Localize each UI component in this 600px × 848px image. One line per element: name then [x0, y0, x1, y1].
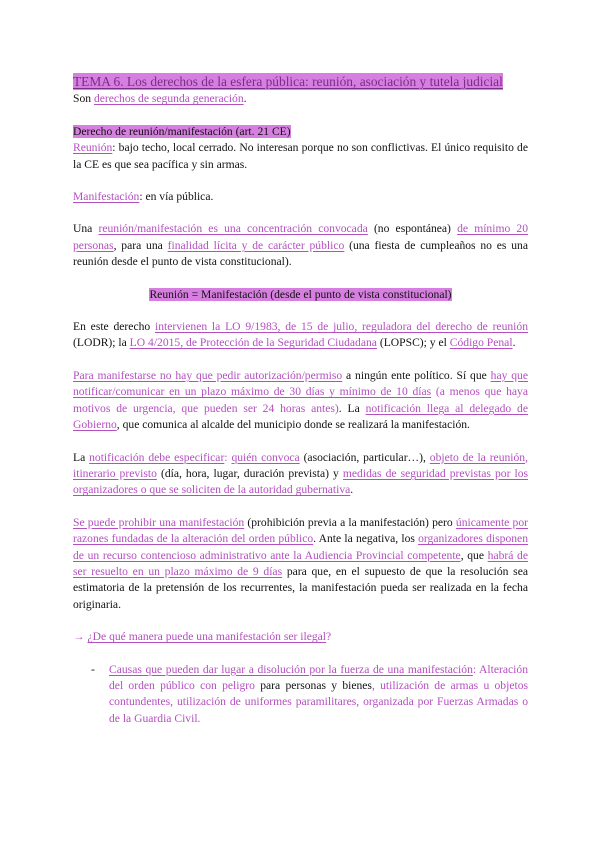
- bullet-dash: -: [91, 662, 95, 676]
- reunion-definition: Reunión: bajo techo, local cerrado. No interesan porque no son conflictivas. El único requisito de la CE es que sea pacífica y sin armas.: [73, 141, 528, 171]
- arrow-icon: →: [73, 630, 88, 644]
- paragraph-notification: Para manifestarse no hay que pedir autorización/permiso a ningún ente político. Sí que hay que notificar/comunicar en un plazo máximo de 30 días y mínimo de 10 días (a menos que haya motivos de urgencia, que pueden ser 24 horas antes). La notificación llega al delegado de Gobierno, que comunica al alcalde del municipio donde se realizará la manifestación.: [73, 368, 528, 432]
- paragraph-specification: La notificación debe especificar: quién convoca (asociación, particular…), objeto de la reunión, itinerario previsto (día, hora, lugar, duración prevista) y medidas de seguridad previstas por los organizadores o que se soliciten de la autoridad gubernativa.: [73, 450, 529, 497]
- document-body: [73, 73, 528, 727]
- list-item: - Causas que pueden dar lugar a disolución por la fuerza de una manifestación: Alteración del orden público con peligro para personas y bienes, utilización de armas u objetos contundentes, utilización de uniformes paramilitares, organizada por Fuerzas Armadas o de la Guardia Civil.: [91, 662, 528, 725]
- question-line: → ¿De qué manera puede una manifestación ser ilegal?: [73, 630, 332, 644]
- manifestacion-definition: Manifestación: en vía pública.: [73, 190, 214, 204]
- equality-statement: Reunión = Manifestación (desde el punto de vista constitucional): [149, 287, 452, 301]
- paragraph-laws: En este derecho intervienen la LO 9/1983, de 15 de julio, reguladora del derecho de reunión (LODR); la LO 4/2015, de Protección de la Seguridad Ciudadana (LOPSC); y el Código Penal.: [73, 320, 528, 350]
- paragraph-definition: Una reunión/manifestación es una concentración convocada (no espontánea) de mínimo 20 personas, para una finalidad lícita y de carácter público (una fiesta de cumpleaños no es una reunión desde el punto de vista constitucional).: [73, 222, 529, 269]
- paragraph-prohibition: Se puede prohibir una manifestación (prohibición previa a la manifestación) pero únicamente por razones fundadas de la alteración del orden público. Ante la negativa, los organizadores disponen de un recurso contencioso administrativo ante la Audiencia Provincial competente, que habrá de ser resuelto en un plazo máximo de 9 días para que, en el supuesto de que la resolución sea estimatoria de la pretensión de los recurrentes, la manifestación pueda ser realizada en la fecha originaria.: [73, 515, 528, 611]
- section-heading: Derecho de reunión/manifestación (art. 21 CE): [73, 124, 291, 138]
- page-title: TEMA 6. Los derechos de la esfera pública: reunión, asociación y tutela judicial: [73, 74, 503, 89]
- intro-line: Son derechos de segunda generación.: [73, 92, 247, 106]
